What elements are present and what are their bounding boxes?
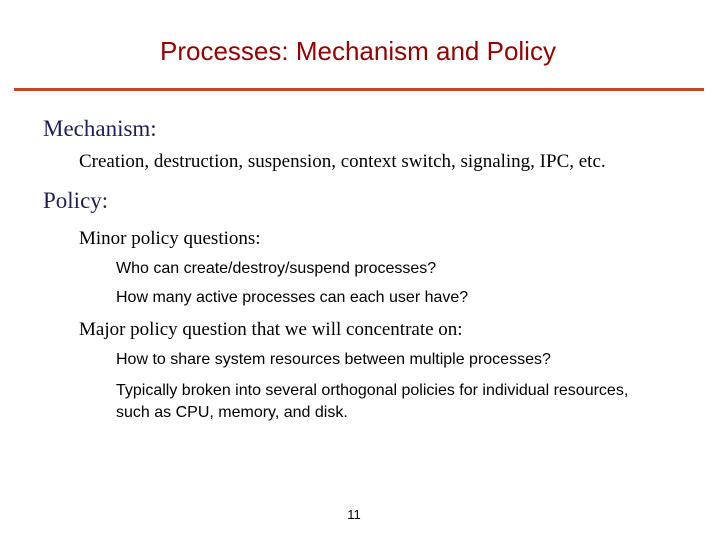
- minor-policy-text: Minor policy questions:: [79, 228, 261, 249]
- mechanism-text: Creation, destruction, suspension, context switch, signaling, IPC, etc.: [79, 151, 606, 172]
- minor-policy-item: Who can create/destroy/suspend processes?: [116, 260, 437, 277]
- major-policy-item: Typically broken into several orthogonal policies for individual resources, such as CPU, memory, and disk.: [116, 382, 629, 421]
- minor-policy-item: How many active processes can each user have?: [116, 289, 469, 306]
- page-number: 11: [347, 507, 361, 522]
- policy-heading: Policy:: [43, 188, 109, 213]
- major-policy-text: Major policy question that we will concentrate on:: [79, 319, 463, 340]
- mechanism-heading: Mechanism:: [43, 116, 157, 141]
- slide-title: Processes: Mechanism and Policy: [160, 36, 556, 66]
- title-underline: [14, 88, 704, 91]
- major-policy-item: How to share system resources between multiple processes?: [116, 351, 551, 368]
